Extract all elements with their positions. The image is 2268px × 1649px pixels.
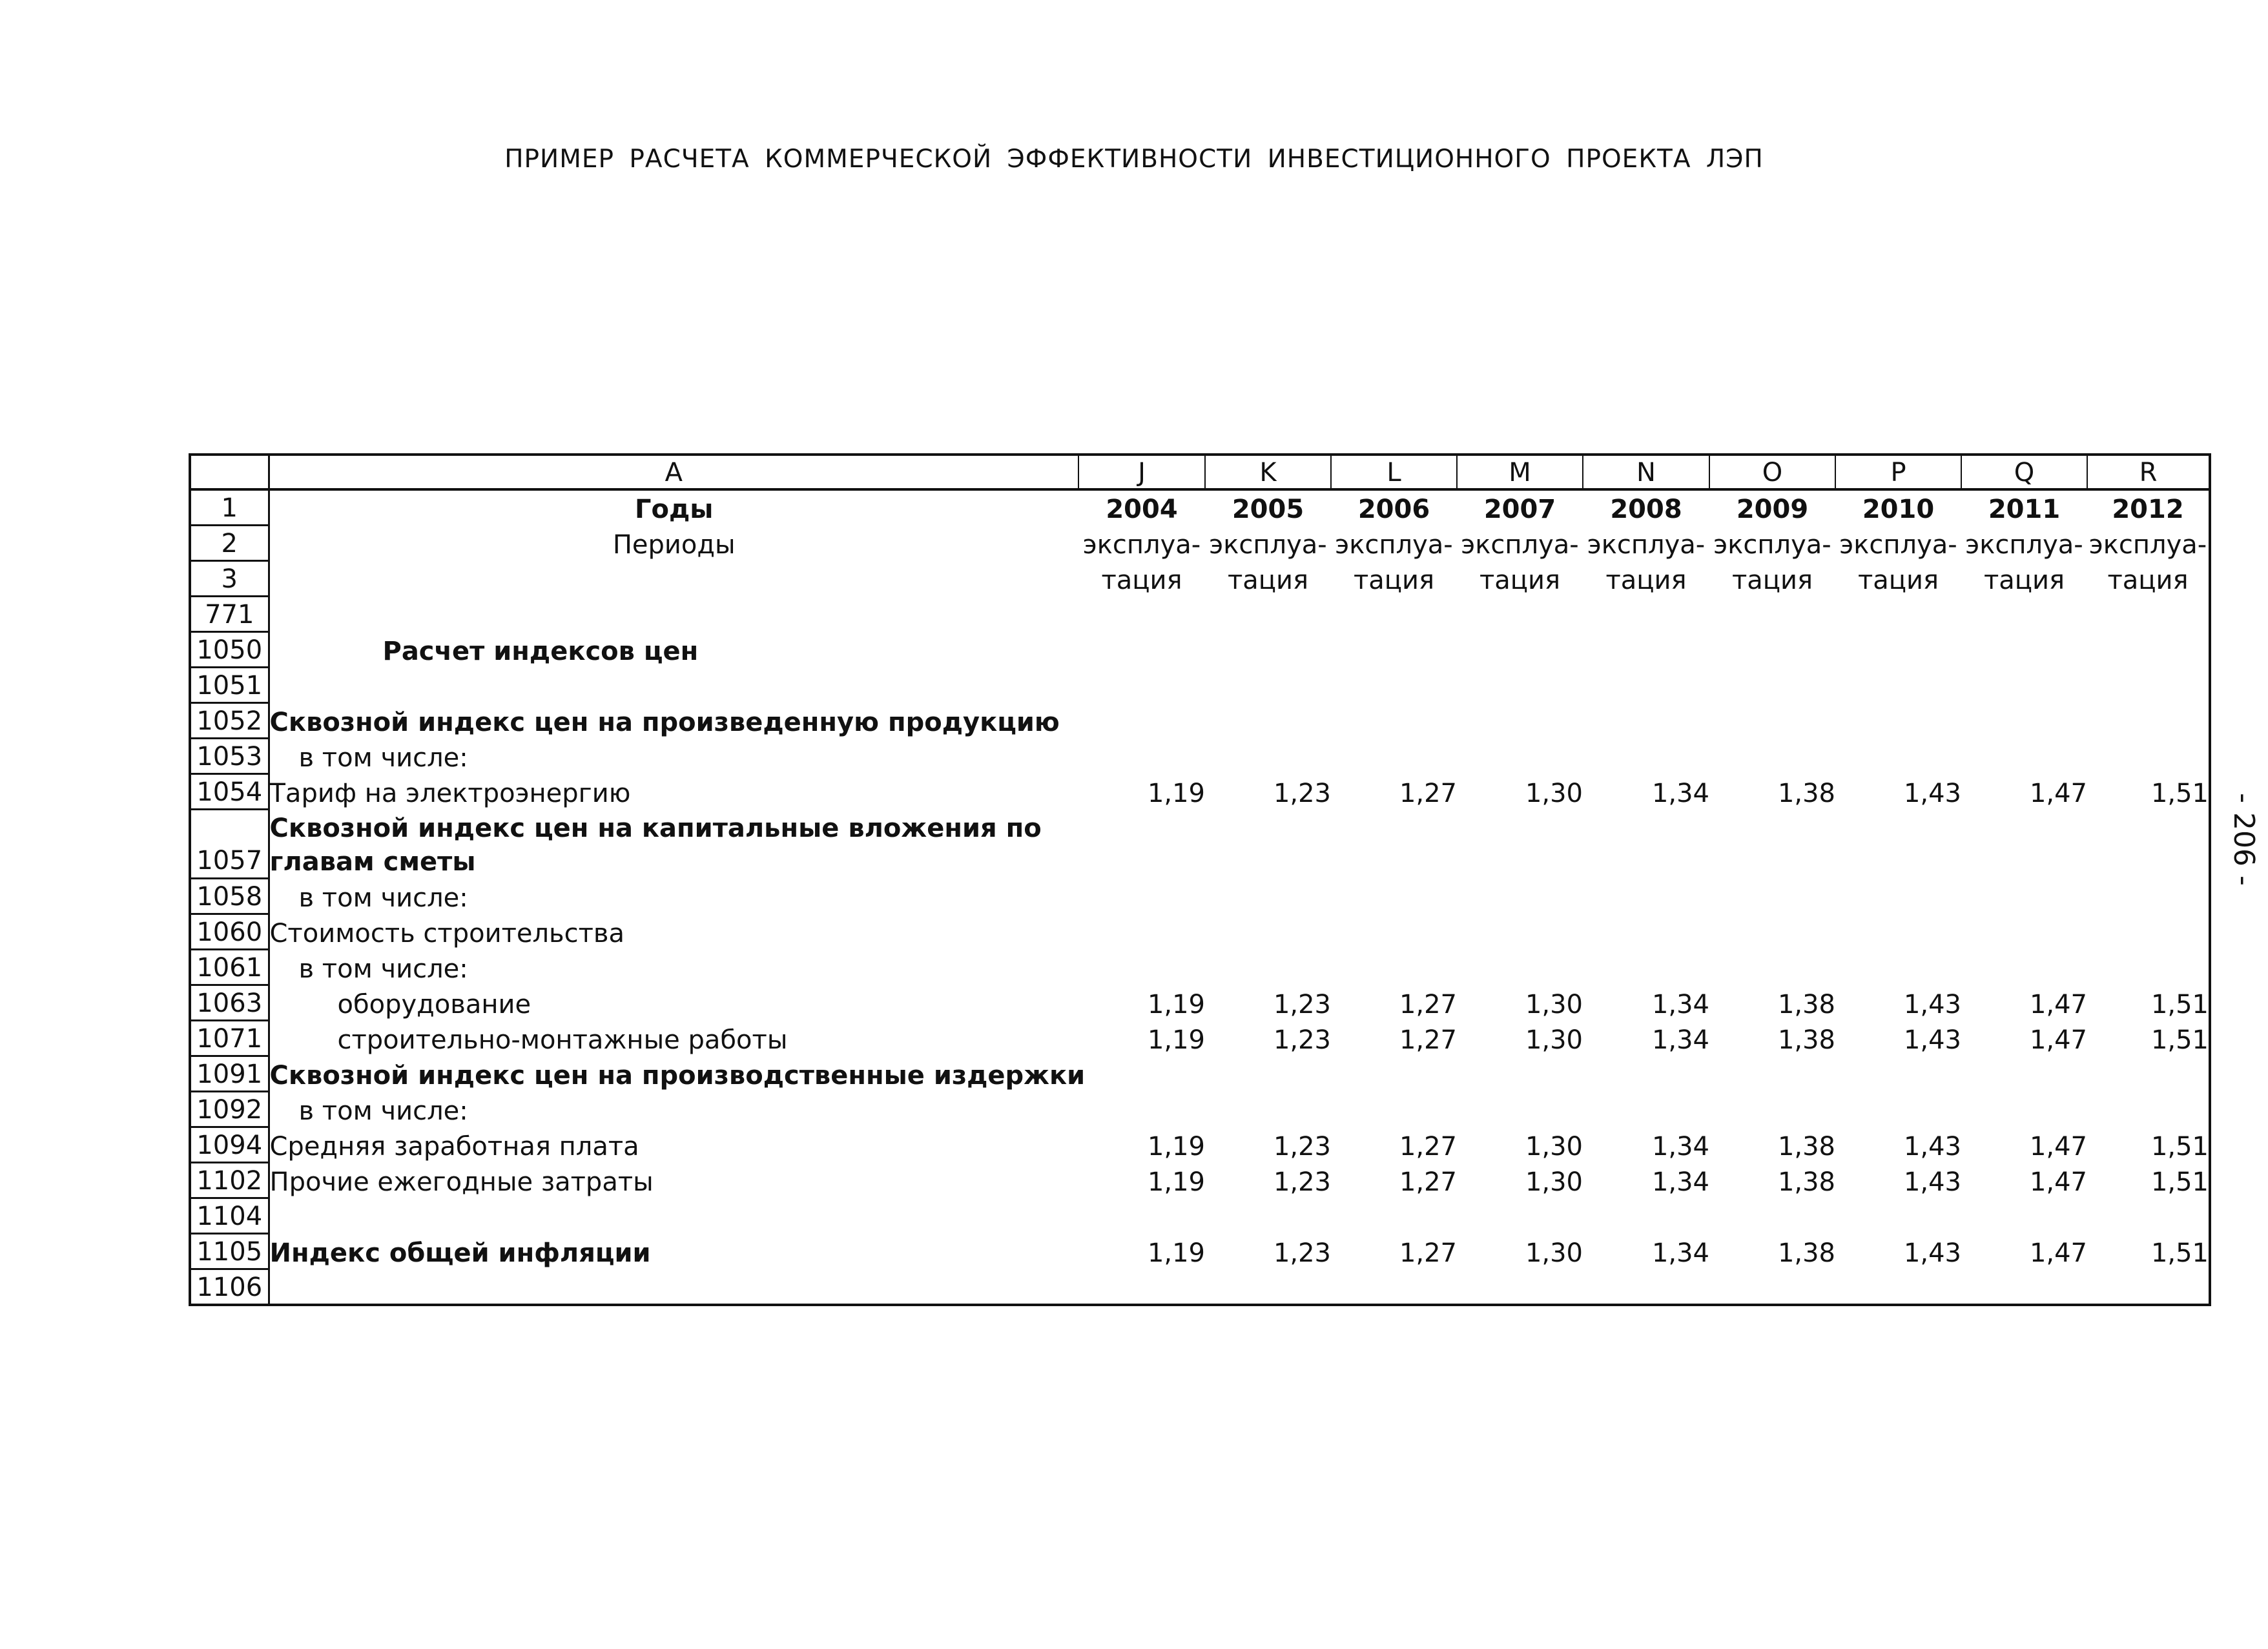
empty-cell: [1205, 739, 1331, 774]
year-cell: 2006: [1357, 494, 1430, 524]
value-cell: 1,43: [1903, 1025, 1961, 1055]
table-row: [190, 879, 2210, 914]
years-label: Годы: [269, 489, 1078, 526]
empty-cell: [1205, 668, 1331, 703]
period-cell: эксплуа-: [1209, 529, 1327, 560]
value-cell: 1,38: [1777, 1238, 1835, 1268]
empty-cell: [1331, 739, 1457, 774]
period-cell: эксплуа-: [1082, 529, 1201, 560]
period-cell: тация: [2107, 565, 2189, 595]
value-cell: 1,34: [1651, 1238, 1709, 1268]
empty-cell: [1961, 668, 2087, 703]
empty-cell: [1709, 597, 1835, 632]
empty-cell: [1457, 597, 1583, 632]
value-cell: 1,51: [2150, 1167, 2209, 1197]
empty-cell: [2087, 1269, 2210, 1306]
value-cell: 1,38: [1777, 1167, 1835, 1197]
row-number: 1053: [190, 739, 269, 774]
column-header-q: Q: [1961, 455, 2087, 489]
year-cell: 2009: [1736, 494, 1809, 524]
row-number: 1063: [190, 985, 269, 1021]
empty-cell: [1709, 1056, 1835, 1092]
row-number: 1058: [190, 879, 269, 914]
table-row: [190, 703, 2210, 739]
empty-cell: [1331, 914, 1457, 950]
value-cell: 1,51: [2150, 778, 2209, 808]
empty-cell: [1583, 914, 1709, 950]
empty-cell: [1583, 597, 1709, 632]
value-cell: 1,34: [1651, 778, 1709, 808]
row-number: 2: [190, 526, 269, 561]
value-cell: 1,38: [1777, 1131, 1835, 1162]
row-label: Тариф на электроэнергию: [269, 774, 1078, 810]
row-label: Сквозной индекс цен на капитальные вложения по главам сметы: [269, 810, 1078, 879]
value-cell: 1,23: [1273, 778, 1331, 808]
empty-cell: [1583, 703, 1709, 739]
row-number: 1060: [190, 914, 269, 950]
column-header-p: P: [1835, 455, 1961, 489]
empty-cell: [1583, 810, 1709, 879]
empty-cell: [1835, 1269, 1961, 1306]
value-cell: 1,47: [2029, 778, 2087, 808]
empty-cell: [1078, 1198, 1205, 1234]
value-cell: 1,43: [1903, 989, 1961, 1019]
empty-cell: [1709, 632, 1835, 668]
empty-cell: [1709, 810, 1835, 879]
row-number: 1051: [190, 668, 269, 703]
row-label: Сквозной индекс цен на производственные издержки: [269, 1056, 1078, 1092]
empty-cell: [1835, 1198, 1961, 1234]
value-cell: 1,23: [1273, 1167, 1331, 1197]
periods-label: Периоды: [269, 526, 1078, 561]
empty-cell: [1709, 914, 1835, 950]
empty-cell: [1331, 1269, 1457, 1306]
value-cell: 1,23: [1273, 989, 1331, 1019]
value-cell: 1,34: [1651, 1131, 1709, 1162]
empty-cell: [1709, 950, 1835, 985]
empty-cell: [1205, 632, 1331, 668]
empty-cell: [1078, 739, 1205, 774]
row-number: 1102: [190, 1163, 269, 1198]
column-header-n: N: [1583, 455, 1709, 489]
empty-cell: [1961, 1269, 2087, 1306]
page-number: - 206 -: [2227, 793, 2260, 886]
value-cell: 1,51: [2150, 989, 2209, 1019]
empty-cell: [2087, 1198, 2210, 1234]
table-row: [190, 1269, 2210, 1306]
column-header-k: K: [1205, 455, 1331, 489]
table-row: [190, 985, 2210, 1021]
empty-cell: [1205, 703, 1331, 739]
value-cell: 1,23: [1273, 1025, 1331, 1055]
empty-cell: [1961, 879, 2087, 914]
empty-cell: [1835, 950, 1961, 985]
empty-cell: [2087, 668, 2210, 703]
empty-cell: [1835, 879, 1961, 914]
year-cell: 2005: [1232, 494, 1304, 524]
table-row: [190, 597, 2210, 632]
value-cell: 1,19: [1147, 778, 1205, 808]
row-number: 1: [190, 489, 269, 526]
empty-cell: [1709, 879, 1835, 914]
empty-cell: [1205, 950, 1331, 985]
row-label: Средняя заработная плата: [269, 1127, 1078, 1163]
row-number: 1071: [190, 1021, 269, 1056]
table-row: [190, 1234, 2210, 1269]
empty-cell: [1583, 879, 1709, 914]
empty-cell: [1078, 703, 1205, 739]
row-label: в том числе:: [269, 1092, 1078, 1127]
empty-cell: [2087, 1092, 2210, 1127]
empty-cell: [1078, 950, 1205, 985]
table-row: [190, 774, 2210, 810]
row-label: строительно-монтажные работы: [269, 1021, 1078, 1056]
empty-cell: [1457, 810, 1583, 879]
value-cell: 1,19: [1147, 1131, 1205, 1162]
table-body: [190, 455, 2210, 1305]
table-row: [190, 561, 2210, 597]
value-cell: 1,23: [1273, 1131, 1331, 1162]
column-header-row: [190, 455, 2210, 489]
empty-label-cell: [269, 561, 1078, 597]
empty-cell: [1078, 1269, 1205, 1306]
value-cell: 1,19: [1147, 1238, 1205, 1268]
period-cell: тация: [1731, 565, 1813, 595]
empty-cell: [2087, 597, 2210, 632]
empty-cell: [1961, 739, 2087, 774]
value-cell: 1,38: [1777, 989, 1835, 1019]
empty-cell: [1835, 1056, 1961, 1092]
column-header-m: M: [1457, 455, 1583, 489]
value-cell: 1,43: [1903, 1238, 1961, 1268]
empty-cell: [1078, 879, 1205, 914]
empty-label-cell: [269, 1269, 1078, 1306]
value-cell: 1,30: [1525, 989, 1583, 1019]
empty-label-cell: [269, 668, 1078, 703]
empty-cell: [1457, 739, 1583, 774]
row-label: в том числе:: [269, 739, 1078, 774]
empty-cell: [2087, 739, 2210, 774]
empty-cell: [1331, 950, 1457, 985]
empty-cell: [1709, 1092, 1835, 1127]
empty-cell: [1835, 810, 1961, 879]
empty-cell: [2087, 703, 2210, 739]
empty-cell: [1078, 1092, 1205, 1127]
empty-cell: [1205, 879, 1331, 914]
empty-cell: [1835, 914, 1961, 950]
empty-cell: [2087, 879, 2210, 914]
value-cell: 1,47: [2029, 989, 2087, 1019]
empty-label-cell: [269, 1198, 1078, 1234]
empty-cell: [1961, 597, 2087, 632]
empty-cell: [2087, 632, 2210, 668]
empty-cell: [1709, 1269, 1835, 1306]
year-cell: 2007: [1483, 494, 1556, 524]
price-index-table: [189, 453, 2211, 1306]
empty-cell: [1078, 810, 1205, 879]
empty-cell: [1961, 1092, 2087, 1127]
row-number: 1050: [190, 632, 269, 668]
table-row: [190, 950, 2210, 985]
empty-cell: [1709, 1198, 1835, 1234]
period-cell: эксплуа-: [1587, 529, 1706, 560]
value-cell: 1,43: [1903, 778, 1961, 808]
empty-cell: [1457, 1056, 1583, 1092]
empty-cell: [1331, 1056, 1457, 1092]
value-cell: 1,27: [1399, 1238, 1457, 1268]
row-number: 3: [190, 561, 269, 597]
value-cell: 1,34: [1651, 989, 1709, 1019]
empty-cell: [1583, 668, 1709, 703]
value-cell: 1,30: [1525, 1131, 1583, 1162]
empty-cell: [1331, 1092, 1457, 1127]
row-number: 1092: [190, 1092, 269, 1127]
empty-cell: [2087, 914, 2210, 950]
year-cell: 2012: [2112, 494, 2184, 524]
empty-cell: [1205, 914, 1331, 950]
value-cell: 1,43: [1903, 1131, 1961, 1162]
empty-cell: [1331, 703, 1457, 739]
value-cell: 1,51: [2150, 1025, 2209, 1055]
empty-cell: [1331, 1198, 1457, 1234]
column-header-l: L: [1331, 455, 1457, 489]
empty-cell: [1961, 810, 2087, 879]
empty-cell: [1205, 1269, 1331, 1306]
year-cell: 2008: [1610, 494, 1682, 524]
empty-cell: [1835, 703, 1961, 739]
value-cell: 1,23: [1273, 1238, 1331, 1268]
value-cell: 1,34: [1651, 1167, 1709, 1197]
row-number: 1061: [190, 950, 269, 985]
table-row: [190, 1092, 2210, 1127]
row-number: 1105: [190, 1234, 269, 1269]
row-number: 1106: [190, 1269, 269, 1306]
value-cell: 1,30: [1525, 1025, 1583, 1055]
empty-cell: [1457, 1269, 1583, 1306]
period-cell: тация: [1605, 565, 1687, 595]
empty-cell: [1835, 668, 1961, 703]
value-cell: 1,47: [2029, 1238, 2087, 1268]
value-cell: 1,47: [2029, 1167, 2087, 1197]
empty-cell: [1583, 1056, 1709, 1092]
table-row: [190, 810, 2210, 879]
empty-cell: [1078, 632, 1205, 668]
row-label: оборудование: [269, 985, 1078, 1021]
empty-cell: [1961, 1056, 2087, 1092]
value-cell: 1,43: [1903, 1167, 1961, 1197]
empty-cell: [1457, 703, 1583, 739]
empty-cell: [1457, 1198, 1583, 1234]
period-cell: тация: [1101, 565, 1182, 595]
empty-cell: [1457, 632, 1583, 668]
column-header-j: J: [1078, 455, 1205, 489]
period-cell: эксплуа-: [1965, 529, 2083, 560]
row-number: 1057: [190, 810, 269, 879]
table-row: [190, 668, 2210, 703]
table-row: [190, 1127, 2210, 1163]
period-cell: эксплуа-: [1335, 529, 1453, 560]
column-header-r: R: [2087, 455, 2210, 489]
empty-cell: [1835, 632, 1961, 668]
page-title: ПРИМЕР РАСЧЕТА КОММЕРЧЕСКОЙ ЭФФЕКТИВНОСТИ ИНВЕСТИЦИОННОГО ПРОЕКТА ЛЭП: [504, 145, 1764, 174]
value-cell: 1,38: [1777, 1025, 1835, 1055]
period-cell: тация: [1353, 565, 1435, 595]
empty-cell: [1961, 632, 2087, 668]
row-label: Прочие ежегодные затраты: [269, 1163, 1078, 1198]
empty-cell: [1583, 1198, 1709, 1234]
empty-cell: [1331, 597, 1457, 632]
empty-cell: [2087, 950, 2210, 985]
empty-cell: [1457, 879, 1583, 914]
table-row: [190, 914, 2210, 950]
value-cell: 1,27: [1399, 1167, 1457, 1197]
empty-cell: [1709, 703, 1835, 739]
table-row: [190, 1021, 2210, 1056]
empty-cell: [1331, 668, 1457, 703]
year-cell: 2010: [1862, 494, 1935, 524]
empty-cell: [1835, 597, 1961, 632]
value-cell: 1,19: [1147, 989, 1205, 1019]
table-row: [190, 526, 2210, 561]
row-label: Индекс общей инфляции: [269, 1234, 1078, 1269]
period-cell: эксплуа-: [1839, 529, 1957, 560]
value-cell: 1,34: [1651, 1025, 1709, 1055]
empty-cell: [1078, 914, 1205, 950]
year-cell: 2004: [1106, 494, 1178, 524]
value-cell: 1,30: [1525, 778, 1583, 808]
empty-cell: [1709, 668, 1835, 703]
empty-cell: [1835, 739, 1961, 774]
empty-cell: [1205, 1056, 1331, 1092]
value-cell: 1,27: [1399, 989, 1457, 1019]
row-number: 771: [190, 597, 269, 632]
empty-label-cell: [269, 597, 1078, 632]
value-cell: 1,38: [1777, 778, 1835, 808]
empty-cell: [1709, 739, 1835, 774]
empty-cell: [1961, 914, 2087, 950]
empty-cell: [1205, 1092, 1331, 1127]
row-number: 1104: [190, 1198, 269, 1234]
value-cell: 1,51: [2150, 1238, 2209, 1268]
empty-cell: [1457, 950, 1583, 985]
value-cell: 1,19: [1147, 1025, 1205, 1055]
row-label: Стоимость строительства: [269, 914, 1078, 950]
empty-cell: [1457, 668, 1583, 703]
value-cell: 1,30: [1525, 1167, 1583, 1197]
empty-cell: [2087, 810, 2210, 879]
value-cell: 1,47: [2029, 1131, 2087, 1162]
row-number: 1052: [190, 703, 269, 739]
empty-cell: [2087, 1056, 2210, 1092]
column-header-a: A: [269, 455, 1078, 489]
period-cell: эксплуа-: [1461, 529, 1579, 560]
table-row: [190, 739, 2210, 774]
period-cell: тация: [1857, 565, 1939, 595]
table-row: [190, 1056, 2210, 1092]
period-cell: тация: [1479, 565, 1561, 595]
table-row: [190, 632, 2210, 668]
value-cell: 1,27: [1399, 778, 1457, 808]
row-number: 1091: [190, 1056, 269, 1092]
value-cell: 1,27: [1399, 1131, 1457, 1162]
value-cell: 1,47: [2029, 1025, 2087, 1055]
corner-cell: [190, 455, 269, 489]
empty-cell: [1331, 632, 1457, 668]
table-row: [190, 489, 2210, 526]
period-cell: эксплуа-: [1713, 529, 1831, 560]
row-number: 1094: [190, 1127, 269, 1163]
value-cell: 1,27: [1399, 1025, 1457, 1055]
year-cell: 2011: [1988, 494, 2061, 524]
empty-cell: [1583, 632, 1709, 668]
column-header-o: O: [1709, 455, 1835, 489]
empty-cell: [1331, 810, 1457, 879]
empty-cell: [1331, 879, 1457, 914]
empty-cell: [1961, 703, 2087, 739]
row-label: в том числе:: [269, 879, 1078, 914]
row-label: Расчет индексов цен: [269, 632, 1078, 668]
empty-cell: [1583, 1269, 1709, 1306]
row-number: 1054: [190, 774, 269, 810]
empty-cell: [1583, 950, 1709, 985]
row-label: в том числе:: [269, 950, 1078, 985]
empty-cell: [1205, 810, 1331, 879]
value-cell: 1,19: [1147, 1167, 1205, 1197]
empty-cell: [1457, 914, 1583, 950]
row-label: Сквозной индекс цен на произведенную продукцию: [269, 703, 1078, 739]
period-cell: эксплуа-: [2088, 529, 2207, 560]
empty-cell: [1457, 1092, 1583, 1127]
table-row: [190, 1163, 2210, 1198]
empty-cell: [1583, 1092, 1709, 1127]
empty-cell: [1078, 668, 1205, 703]
table-row: [190, 1198, 2210, 1234]
empty-cell: [1078, 597, 1205, 632]
period-cell: тация: [1983, 565, 2065, 595]
value-cell: 1,51: [2150, 1131, 2209, 1162]
empty-cell: [1961, 950, 2087, 985]
empty-cell: [1835, 1092, 1961, 1127]
empty-cell: [1583, 739, 1709, 774]
empty-cell: [1961, 1198, 2087, 1234]
empty-cell: [1205, 1198, 1331, 1234]
empty-cell: [1078, 1056, 1205, 1092]
value-cell: 1,30: [1525, 1238, 1583, 1268]
period-cell: тация: [1227, 565, 1309, 595]
empty-cell: [1205, 597, 1331, 632]
